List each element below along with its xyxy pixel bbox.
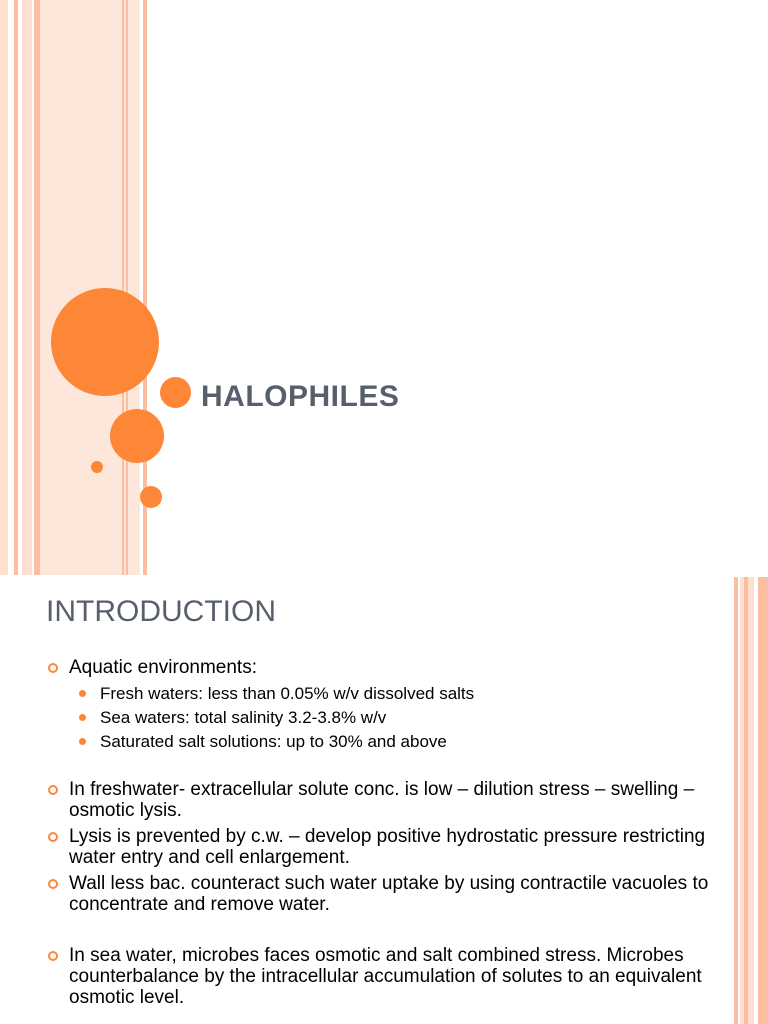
decor-stripe xyxy=(40,0,140,575)
decor-stripe xyxy=(744,577,748,1024)
circle-bullet-icon xyxy=(48,951,58,961)
decor-stripe xyxy=(734,577,738,1024)
decor-stripe xyxy=(126,0,128,575)
introduction-slide xyxy=(0,577,768,1024)
sub-bullet xyxy=(76,706,726,730)
bullet-aquatic xyxy=(46,657,726,678)
decor-stripe xyxy=(22,0,32,575)
sub-bullet xyxy=(76,682,726,706)
sub-bullet xyxy=(76,730,726,754)
slide-heading: INTRODUCTION xyxy=(46,595,276,628)
bullet-point xyxy=(46,945,726,1008)
circle-bullet-icon xyxy=(48,785,58,795)
sub-bullet-text: Sea waters: total salinity 3.2-3.8% w/v xyxy=(100,708,387,727)
decor-circle-small xyxy=(140,486,162,508)
slide-content xyxy=(46,657,726,1008)
bullet-text: Lysis is prevented by c.w. – develop positive hydrostatic pressure restricting water entry and cell enlargement. xyxy=(69,826,706,868)
bullet-text: Wall less bac. counteract such water uptake by using contractile vacuoles to concentrate and remove water. xyxy=(69,873,709,915)
bullet-point xyxy=(46,873,726,915)
dot-bullet-icon xyxy=(79,738,86,745)
dot-bullet-icon xyxy=(79,690,86,697)
circle-bullet-icon xyxy=(48,832,58,842)
dot-bullet-icon xyxy=(79,714,86,721)
decor-circle-tiny xyxy=(91,461,103,473)
sub-bullet-text: Saturated salt solutions: up to 30% and above xyxy=(100,732,447,751)
decor-stripe xyxy=(122,0,124,575)
bullet-text: In freshwater- extracellular solute conc. is low – dilution stress – swelling – osmotic lysis. xyxy=(69,779,695,821)
decor-stripe xyxy=(0,0,8,575)
bullet-point xyxy=(46,826,726,868)
bullet-text: In sea water, microbes faces osmotic and salt combined stress. Microbes counterbalance by the intracellular accumulation of solutes to an equivalent osmotic level. xyxy=(69,945,702,1008)
decor-stripe xyxy=(14,0,18,575)
sub-bullet-text: Fresh waters: less than 0.05% w/v dissolved salts xyxy=(100,684,475,703)
bullet-point xyxy=(46,779,726,821)
decor-circle-small xyxy=(160,377,191,408)
decor-stripe xyxy=(758,577,768,1024)
bullet-text: Aquatic environments: xyxy=(69,657,257,678)
slide-title: HALOPHILES xyxy=(201,380,400,413)
decor-circle-large xyxy=(51,288,159,396)
decor-circle-medium xyxy=(110,409,164,463)
circle-bullet-icon xyxy=(48,879,58,889)
circle-bullet-icon xyxy=(48,663,58,673)
